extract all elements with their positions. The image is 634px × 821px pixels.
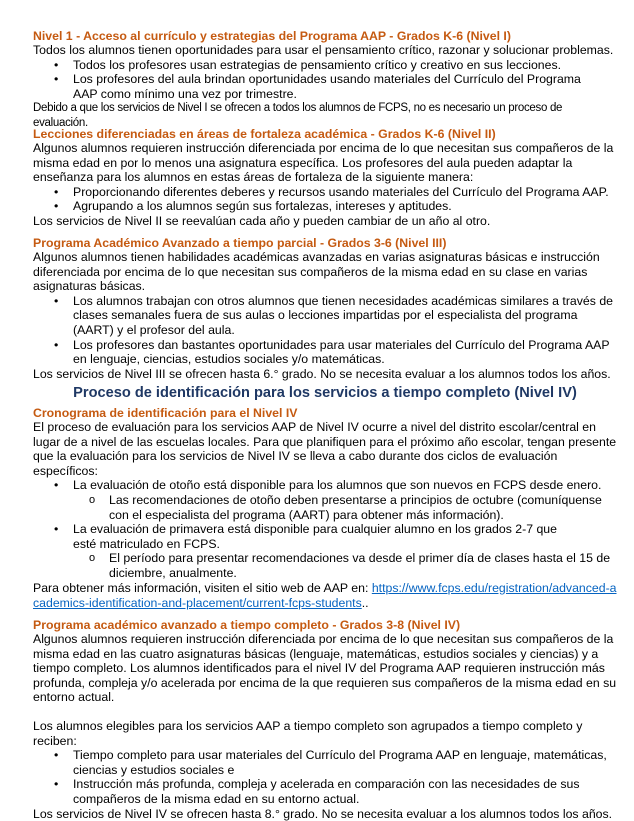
info-suffix: ..: [361, 595, 369, 610]
bullets-nivel-1: [33, 58, 617, 102]
list-item: o El período para presentar recomendaciones va desde el primer día de clases hasta el 15 de diciembre, anualmente.: [33, 551, 617, 580]
list-item: • Los alumnos trabajan con otros alumnos que tienen necesidades académicas similares a través de clases semanales fuera de sus aulas o lecciones impartidas por el especialista del programa (AART) y el profesor del aula.: [33, 294, 617, 338]
list-item: • Los profesores dan bastantes oportunidades para usar materiales del Currículo del Programa AAP en lenguaje, ciencias, estudios sociales y/o matemáticas.: [33, 338, 617, 367]
sub-bullets-primavera: [73, 551, 611, 580]
note-nivel-1: Debido a que los servicios de Nivel I se ofrecen a todos los alumnos de FCPS, no es necesario un proceso de evaluación.: [33, 102, 563, 129]
note-nivel-3: Los servicios de Nivel III se ofrecen hasta 6.° grado. No se necesita evaluar a los alumnos todos los años.: [33, 366, 611, 381]
bullets-nivel-2: [33, 185, 617, 214]
heading-nivel-1: Nivel 1 - Acceso al currículo y estrategias del Programa AAP - Grados K-6 (Nivel I): [33, 29, 511, 43]
intro-cronograma: El proceso de evaluación para los servicios AAP de Nivel IV ocurre a nivel del distrito escolar/central en lugar de a nivel de las escuelas locales. Para que planifiquen para el próximo año escolar, tengan presente que la evaluación para los servicios de Nivel IV se lleva a cabo durante dos ciclos de evaluación específicos:: [33, 420, 617, 478]
list-item: • Instrucción más profunda, compleja y acelerada en comparación con las necesidades de sus compañeros de la misma edad en su entorno actual.: [33, 777, 617, 806]
aap-website-link[interactable]: https://www.fcps.edu/registration/advanced-academics-identification-and-placement/current-fcps-students: [33, 581, 617, 610]
intro-nivel-4: Algunos alumnos requieren instrucción diferenciada por encima de lo que necesitan sus compañeros de la misma edad en las cuatro asignaturas básicas (lenguaje, matemáticas, estudios sociales y ciencias) y a tiempo completo. Los alumnos identificados para el nivel IV del Programa AAP requieren instrucción más profunda, compleja y/o acelerada por encima de la que requieren sus compañeros de la misma edad en su entorno actual.: [33, 632, 617, 705]
list-item-primavera: [33, 522, 617, 580]
section-nivel-1: [33, 29, 617, 131]
list-item-otono: [33, 478, 617, 522]
note-nivel-4: Los servicios de Nivel IV se ofrecen hasta 8.° grado. No se necesita evaluar a los alumnos todos los años.: [33, 806, 613, 821]
section-cronograma: [33, 406, 617, 581]
note-nivel-2: Los servicios de Nivel II se reevalúan cada año y pueden cambiar de un año al otro.: [33, 213, 491, 228]
section-info: [33, 581, 617, 610]
elegibles-nivel-4: Los alumnos elegibles para los servicios AAP a tiempo completo son agrupados a tiempo completo y reciben:: [33, 718, 583, 748]
list-item: • Agrupando a los alumnos según sus fortalezas, intereses y aptitudes.: [33, 199, 617, 214]
heading-cronograma: Cronograma de identificación para el Nivel IV: [33, 406, 298, 420]
info-prefix: Para obtener más información, visiten el sitio web de AAP en:: [33, 581, 372, 595]
section-nivel-4: [33, 618, 617, 821]
intro-nivel-1: Todos los alumnos tienen oportunidades para usar el pensamiento crítico, razonar y solucionar problemas.: [33, 43, 614, 57]
list-item: • Tiempo completo para usar materiales del Currículo del Programa AAP en lenguaje, matemáticas, ciencias y estudios sociales e: [33, 748, 617, 777]
section-nivel-3: [33, 236, 617, 381]
section-proceso-title: [33, 385, 617, 402]
list-item: • Proporcionando diferentes deberes y recursos usando materiales del Currículo del Programa AAP.: [33, 185, 617, 200]
proceso-title: Proceso de identificación para los servicios a tiempo completo (Nivel IV): [73, 385, 577, 401]
bullets-cronograma: [33, 478, 617, 580]
list-item: o Las recomendaciones de otoño deben presentarse a principios de octubre (comuníquense con el especialista del programa (AART) para obtener más información).: [33, 493, 617, 522]
otono-text: La evaluación de otoño está disponible para los alumnos que son nuevos en FCPS desde enero.: [73, 478, 602, 493]
list-item: • Todos los profesores usan estrategias de pensamiento crítico y creativo en sus lecciones.: [33, 58, 617, 73]
heading-nivel-3: Programa Académico Avanzado a tiempo parcial - Grados 3-6 (Nivel III): [33, 236, 447, 250]
heading-nivel-2: Lecciones diferenciadas en áreas de fortaleza académica - Grados K-6 (Nivel II): [33, 127, 496, 141]
info-paragraph: [33, 581, 617, 610]
intro-nivel-3: Algunos alumnos tienen habilidades académicas avanzadas en varias asignaturas básicas e instrucción diferenciada por encima de lo que necesitan sus compañeros de la misma edad en su clase en varias asignaturas básicas.: [33, 250, 600, 294]
primavera-text: La evaluación de primavera está disponible para cualquier alumno en los grados 2-7 que esté matriculado en FCPS.: [73, 522, 557, 551]
intro-nivel-2: Algunos alumnos requieren instrucción diferenciada por encima de lo que necesitan sus compañeros de la misma edad en por lo menos una asignatura específica. Los profesores del aula pueden adaptar la enseñanza para los alumnos en estas áreas de fortaleza de la siguiente manera:: [33, 141, 614, 185]
bullets-nivel-4: [33, 748, 617, 806]
list-item: • Los profesores del aula brindan oportunidades usando materiales del Currículo del Programa AAP como mínimo una vez por trimestre.: [33, 72, 617, 101]
sub-bullets-otono: [73, 493, 617, 522]
bullets-nivel-3: [33, 294, 617, 367]
heading-nivel-4: Programa académico avanzado a tiempo completo - Grados 3-8 (Nivel IV): [33, 618, 461, 632]
section-nivel-2: [33, 127, 617, 229]
